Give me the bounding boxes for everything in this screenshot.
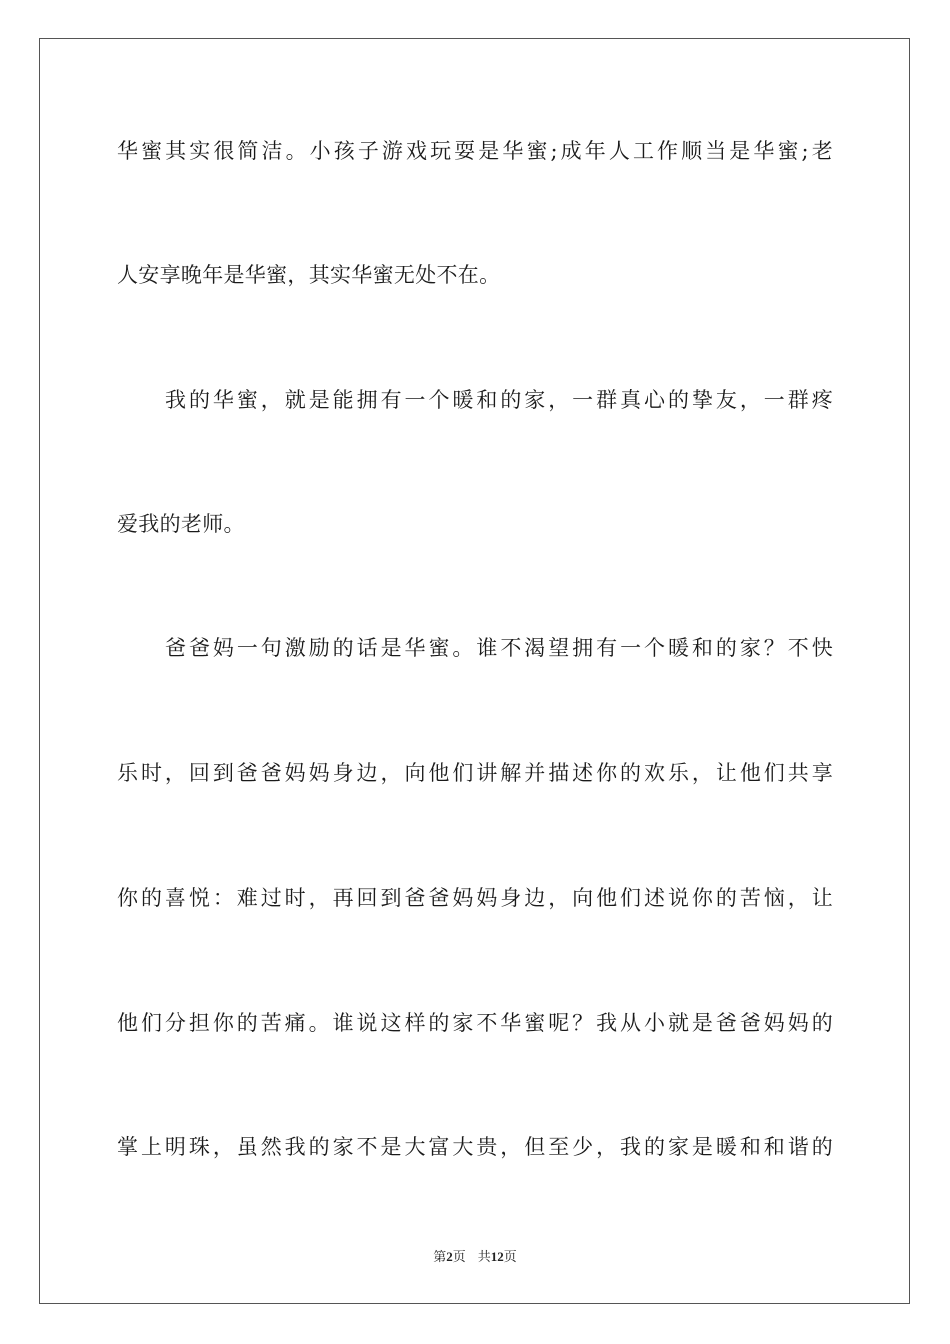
- text-line: 你的喜悦：难过时，再回到爸爸妈妈身边，向他们述说你的苦恼，让: [117, 886, 833, 910]
- total-suffix: 页: [503, 1249, 517, 1264]
- text-line: 掌上明珠，虽然我的家不是大富大贵，但至少，我的家是暖和和谐的: [117, 1135, 833, 1159]
- text-line: 乐时，回到爸爸妈妈身边，向他们讲解并描述你的欢乐，让他们共享: [117, 761, 833, 785]
- page-border: [39, 38, 910, 1304]
- text-line: 华蜜其实很简洁。小孩子游戏玩耍是华蜜;成年人工作顺当是华蜜;老: [117, 139, 833, 163]
- total-prefix: 共: [477, 1249, 491, 1264]
- text-line: 人安享晚年是华蜜，其实华蜜无处不在。: [117, 263, 501, 287]
- paragraph-start-line: 我的华蜜，就是能拥有一个暖和的家，一群真心的挚友，一群疼: [165, 388, 833, 412]
- page-prefix: 第: [433, 1249, 447, 1264]
- page-footer: [0, 1248, 950, 1266]
- text-line: 他们分担你的苦痛。谁说这样的家不华蜜呢？我从小就是爸爸妈妈的: [117, 1011, 833, 1035]
- current-page-number: 2: [446, 1249, 453, 1264]
- paragraph-start-line: 爸爸妈一句激励的话是华蜜。谁不渴望拥有一个暖和的家？不快: [165, 636, 833, 660]
- text-line: 爱我的老师。: [117, 512, 245, 536]
- total-page-count: 12: [490, 1249, 504, 1264]
- page-suffix: 页: [452, 1249, 466, 1264]
